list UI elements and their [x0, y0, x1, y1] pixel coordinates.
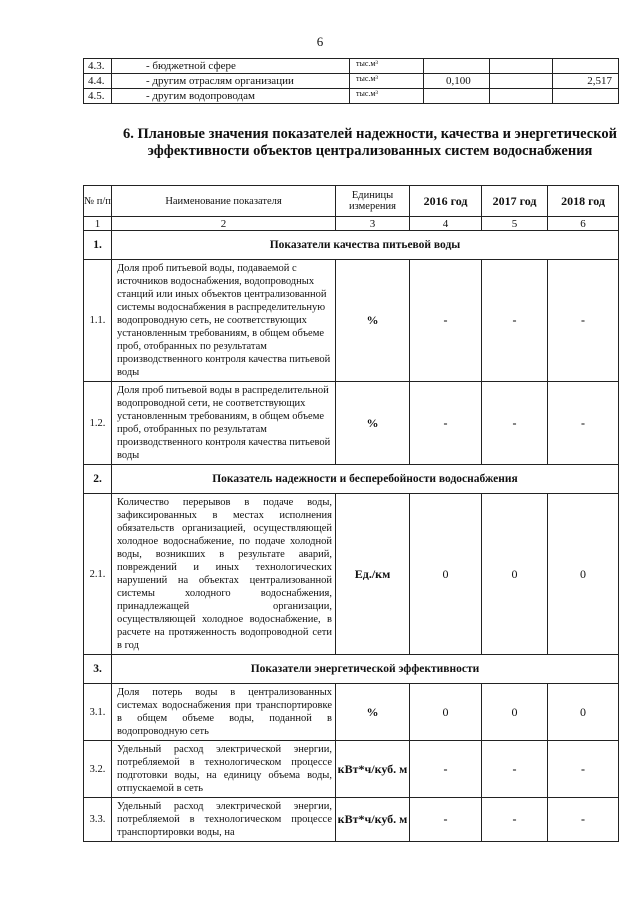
- column-index: 6: [548, 217, 619, 231]
- value-2017: -: [482, 741, 548, 798]
- table-row: [84, 684, 619, 741]
- table-row: [84, 59, 619, 74]
- value-2016: 0: [410, 494, 482, 655]
- value-2017: -: [482, 798, 548, 842]
- value-2017: [490, 89, 553, 104]
- header-name: Наименование показателя: [112, 186, 336, 217]
- row-number: 4.4.: [84, 74, 112, 89]
- unit: %: [336, 382, 410, 465]
- row-number: 2.1.: [84, 494, 112, 655]
- table-row: [84, 741, 619, 798]
- header-unit: Единицы измерения: [336, 186, 410, 217]
- value-2017: 0: [482, 684, 548, 741]
- value-2016: -: [410, 260, 482, 382]
- value-2017: [490, 74, 553, 89]
- column-index: 4: [410, 217, 482, 231]
- unit: тыс.м³: [350, 59, 424, 74]
- page-number: 6: [316, 34, 324, 49]
- indicator-name: Удельный расход электрической энергии, потребляемой в технологическом процессе транспортировки воды, на: [112, 798, 336, 842]
- indicator-name: - другим отраслям организации: [112, 74, 350, 89]
- section-heading: Показатель надежности и бесперебойности водоснабжения: [112, 465, 619, 494]
- unit: кВт*ч/куб. м: [336, 741, 410, 798]
- row-number: 3.1.: [84, 684, 112, 741]
- table-row: [84, 89, 619, 104]
- section-title: 6. Плановые значения показателей надежности, качества и энергетической эффективности объектов централизованных систем водоснабжения: [123, 126, 617, 159]
- value-2016: -: [410, 741, 482, 798]
- indicator-name: Количество перерывов в подаче воды, зафиксированных в местах исполнения обязательств организацией, осуществляющей холодное водоснабжение, по подаче холодной воды, возникших в результате аварий, повреждений и иных технологических нарушений на объектах централизованной системы холодного водоснабжения, принадлежащей организации, осуществляющей холодное водоснабжение, в расчете на протяженность водопроводной сети в год: [112, 494, 336, 655]
- indicator-name: Доля проб питьевой воды, подаваемой с источников водоснабжения, водопроводных станций или иных объектов централизованной системы водоснабжения в распределительную водопроводную сеть, не соответствующих установленным требованиям, в общем объеме проб, отобранных по результатам производственного контроля качества питьевой воды: [112, 260, 336, 382]
- column-index-row: [84, 217, 619, 231]
- table-row: [84, 74, 619, 89]
- header-2018: 2018 год: [548, 186, 619, 217]
- section-number: 1.: [84, 231, 112, 260]
- column-index: 2: [112, 217, 336, 231]
- value-2016: [424, 59, 490, 74]
- header-2017: 2017 год: [482, 186, 548, 217]
- row-number: 4.3.: [84, 59, 112, 74]
- value-2016: -: [410, 798, 482, 842]
- row-number: 4.5.: [84, 89, 112, 104]
- column-index: 5: [482, 217, 548, 231]
- top-table: [83, 58, 619, 104]
- indicator-name: - другим водопроводам: [112, 89, 350, 104]
- value-2018: 2,517: [553, 74, 619, 89]
- value-2018: 0: [548, 684, 619, 741]
- unit: тыс.м³: [350, 74, 424, 89]
- value-2017: 0: [482, 494, 548, 655]
- unit: тыс.м³: [350, 89, 424, 104]
- value-2017: [490, 59, 553, 74]
- value-2016: 0: [410, 684, 482, 741]
- section-row: [84, 465, 619, 494]
- value-2018: -: [548, 741, 619, 798]
- column-index: 3: [336, 217, 410, 231]
- unit: %: [336, 684, 410, 741]
- unit: кВт*ч/куб. м: [336, 798, 410, 842]
- unit: Ед./км: [336, 494, 410, 655]
- section-row: [84, 231, 619, 260]
- value-2016: [424, 89, 490, 104]
- value-2017: -: [482, 260, 548, 382]
- value-2017: -: [482, 382, 548, 465]
- indicator-name: Доля потерь воды в централизованных системах водоснабжения при транспортировке в общем объеме воды, поданной в водопроводную сеть: [112, 684, 336, 741]
- header-num: № п/п: [84, 186, 112, 217]
- section-row: [84, 655, 619, 684]
- table-row: [84, 382, 619, 465]
- table-header-row: [84, 186, 619, 217]
- value-2016: 0,100: [424, 74, 490, 89]
- section-number: 2.: [84, 465, 112, 494]
- table-row: [84, 494, 619, 655]
- value-2016: -: [410, 382, 482, 465]
- indicator-name: Удельный расход электрической энергии, потребляемой в технологическом процессе подготовки воды, на единицу объема воды, отпускаемой в сеть: [112, 741, 336, 798]
- table-row: [84, 798, 619, 842]
- header-2016: 2016 год: [410, 186, 482, 217]
- indicators-table: [83, 185, 619, 842]
- indicator-name: - бюджетной сфере: [112, 59, 350, 74]
- column-index: 1: [84, 217, 112, 231]
- row-number: 3.3.: [84, 798, 112, 842]
- value-2018: -: [548, 260, 619, 382]
- value-2018: [553, 59, 619, 74]
- value-2018: -: [548, 798, 619, 842]
- section-number: 3.: [84, 655, 112, 684]
- value-2018: -: [548, 382, 619, 465]
- value-2018: 0: [548, 494, 619, 655]
- row-number: 1.1.: [84, 260, 112, 382]
- value-2018: [553, 89, 619, 104]
- section-heading: Показатели энергетической эффективности: [112, 655, 619, 684]
- row-number: 3.2.: [84, 741, 112, 798]
- row-number: 1.2.: [84, 382, 112, 465]
- indicator-name: Доля проб питьевой воды в распределительной водопроводной сети, не соответствующих установленным требованиям, в общем объеме проб, отобранных по результатам производственного контроля качества питьевой воды: [112, 382, 336, 465]
- table-row: [84, 260, 619, 382]
- section-heading: Показатели качества питьевой воды: [112, 231, 619, 260]
- unit: %: [336, 260, 410, 382]
